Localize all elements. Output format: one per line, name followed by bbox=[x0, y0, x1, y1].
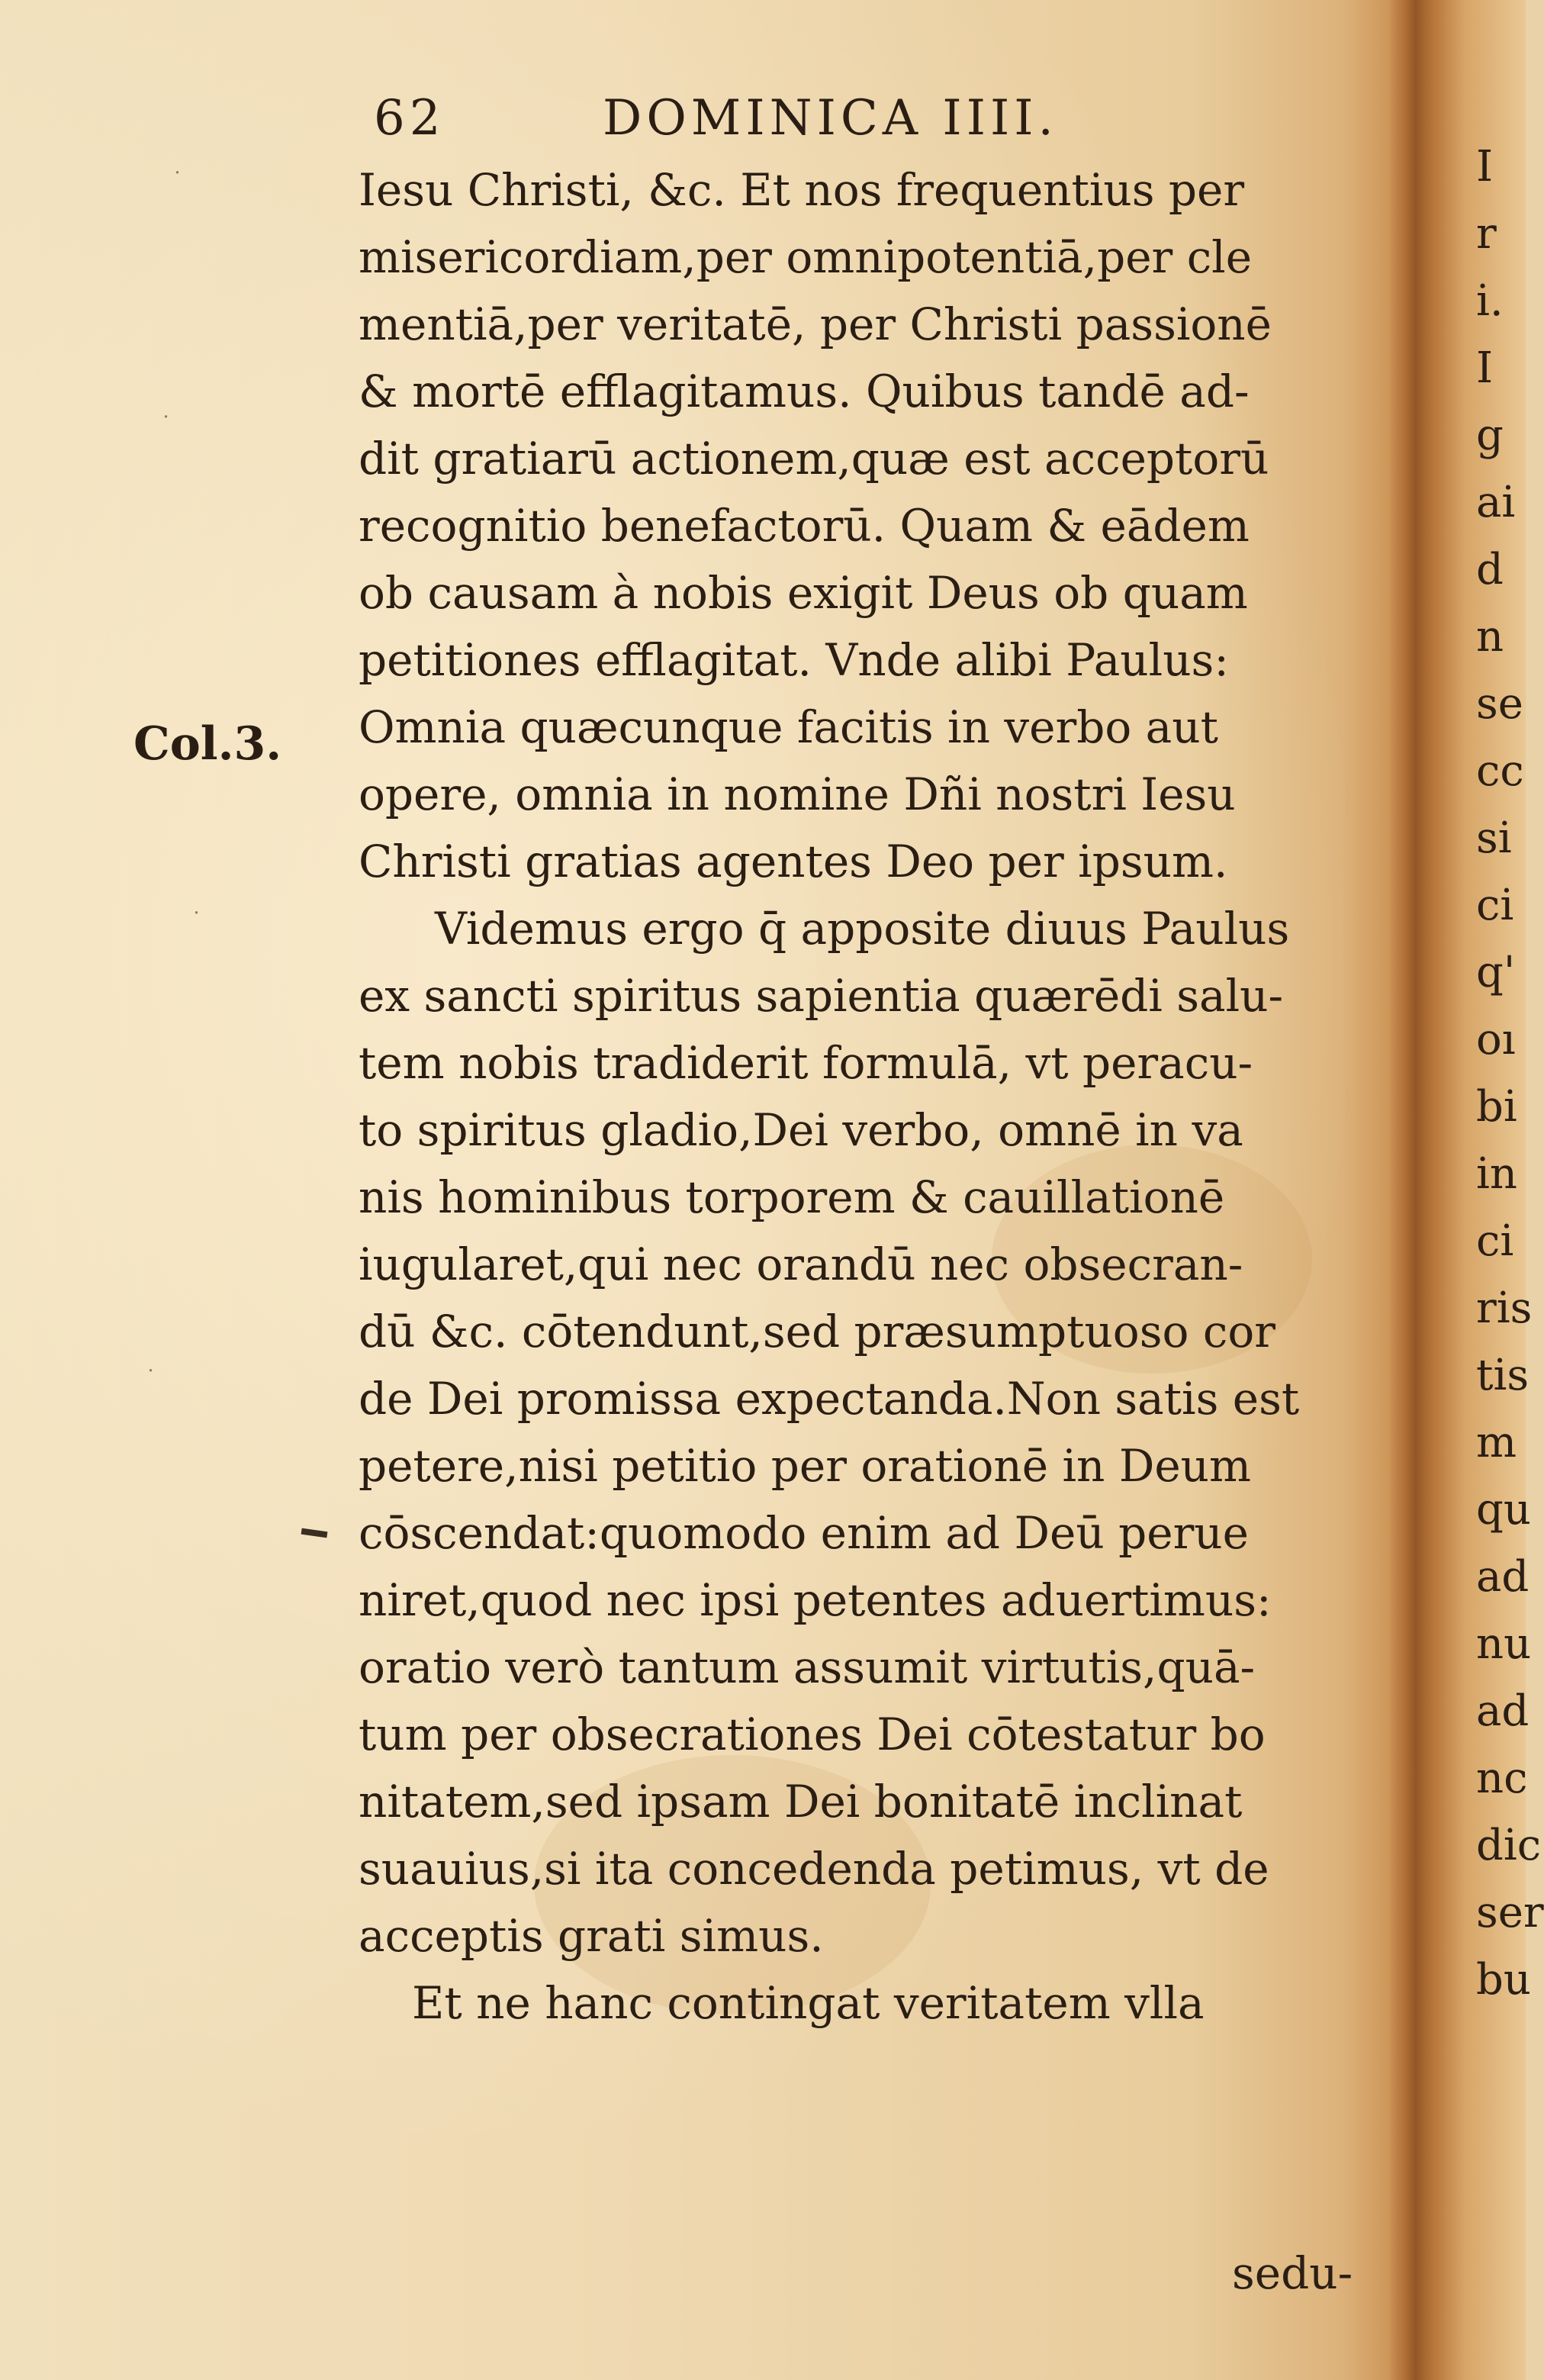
fragment: ci bbox=[1476, 881, 1514, 930]
text-line: de Dei promissa expectanda.Non satis est bbox=[359, 1373, 1300, 1425]
fragment: cc bbox=[1476, 746, 1524, 796]
fragment: ci bbox=[1476, 1216, 1514, 1266]
text-line: dū &c. cōtendunt,sed præsumptuoso cor bbox=[359, 1306, 1275, 1357]
fragment: r bbox=[1476, 209, 1497, 259]
fragment: ris bbox=[1476, 1283, 1533, 1333]
fragment: in bbox=[1476, 1149, 1517, 1199]
margin-dot: ˙ bbox=[160, 412, 172, 439]
fragment: si bbox=[1476, 813, 1512, 863]
catchword: sedu- bbox=[1232, 2247, 1353, 2299]
text-line: oratio verò tantum assumit virtutis,quā- bbox=[359, 1641, 1256, 1693]
text-line: iugularet,qui nec orandū nec obsecran- bbox=[359, 1238, 1243, 1290]
text-line: suauius,si ita concedenda petimus, vt de bbox=[359, 1843, 1269, 1895]
fragment: bi bbox=[1476, 1082, 1517, 1132]
text-line: to spiritus gladio,Dei verbo, omnē in va bbox=[359, 1104, 1243, 1156]
facing-page-fragments bbox=[1476, 134, 1544, 2014]
fragment: ad bbox=[1476, 1686, 1530, 1736]
text-line: Christi gratias agentes Deo per ipsum. bbox=[359, 836, 1228, 887]
fragment: I bbox=[1476, 142, 1494, 192]
text-line: ex sancti spiritus sapientia quærēdi salu- bbox=[359, 970, 1284, 1022]
text-line: misericordiam,per omnipotentiā,per cle bbox=[359, 231, 1253, 283]
fragment: ser bbox=[1476, 1888, 1544, 1937]
margin-dot: ˙ bbox=[172, 168, 183, 195]
running-title: DOMINICA IIII. bbox=[603, 90, 1058, 147]
fragment: m bbox=[1476, 1418, 1517, 1467]
fragment: ad bbox=[1476, 1552, 1530, 1602]
fragment: n bbox=[1476, 612, 1504, 662]
text-line: petere,nisi petitio per orationē in Deum bbox=[359, 1440, 1251, 1492]
text-line: tum per obsecrationes Dei cōtestatur bo bbox=[359, 1709, 1266, 1760]
margin-note: Col.3. bbox=[133, 717, 282, 771]
margin-dash bbox=[301, 1528, 328, 1538]
fragment: nc bbox=[1476, 1754, 1528, 1803]
fragment: q' bbox=[1476, 948, 1516, 997]
fragment: nu bbox=[1476, 1619, 1532, 1669]
fragment: ai bbox=[1476, 478, 1516, 527]
fragment: dic bbox=[1476, 1821, 1542, 1870]
text-line: dit gratiarū actionem,quæ est acceptorū bbox=[359, 433, 1269, 485]
text-line: opere, omnia in nomine Dñi nostri Iesu bbox=[359, 768, 1236, 820]
text-line: niret,quod nec ipsi petentes aduertimus: bbox=[359, 1574, 1272, 1626]
fragment: tis bbox=[1476, 1351, 1530, 1400]
text-line: tem nobis tradiderit formulā, vt peracu- bbox=[359, 1037, 1253, 1089]
fragment: g bbox=[1476, 411, 1504, 460]
fragment: se bbox=[1476, 679, 1523, 729]
text-line: cōscendat:quomodo enim ad Deū perue bbox=[359, 1507, 1249, 1559]
text-line: nitatem,sed ipsam Dei bonitatē inclinat bbox=[359, 1776, 1243, 1828]
page-number: 62 bbox=[374, 90, 446, 147]
text-line: Iesu Christi, &c. Et nos frequentius per bbox=[359, 164, 1245, 216]
text-block bbox=[359, 156, 1419, 2037]
text-line: mentiā,per veritatē, per Christi passionē bbox=[359, 298, 1272, 350]
fragment: i. bbox=[1476, 276, 1504, 326]
fragment: bu bbox=[1476, 1955, 1531, 2005]
text-line: acceptis grati simus. bbox=[359, 1910, 824, 1962]
text-line: & mortē efflagitamus. Quibus tandē ad- bbox=[359, 366, 1250, 417]
text-line: petitiones efflagitat. Vnde alibi Paulus: bbox=[359, 634, 1229, 686]
fragment: I bbox=[1476, 343, 1494, 393]
text-line: ob causam à nobis exigit Deus ob quam bbox=[359, 567, 1248, 619]
margin-dot: ˙ bbox=[191, 908, 202, 935]
text-line: nis hominibus torporem & cauillationē bbox=[359, 1171, 1225, 1223]
text-line: Omnia quæcunque facitis in verbo aut bbox=[359, 701, 1218, 753]
fragment: oı bbox=[1476, 1015, 1516, 1064]
fragment: d bbox=[1476, 545, 1504, 594]
margin-dot: ˙ bbox=[145, 1366, 156, 1393]
text-line: Et ne hanc contingat veritatem vlla bbox=[412, 1977, 1205, 2029]
text-line: Videmus ergo q̄ apposite diuus Paulus bbox=[435, 903, 1290, 955]
text-line: recognitio benefactorū. Quam & eādem bbox=[359, 500, 1250, 552]
fragment: qu bbox=[1476, 1485, 1531, 1535]
running-header bbox=[359, 90, 1365, 159]
